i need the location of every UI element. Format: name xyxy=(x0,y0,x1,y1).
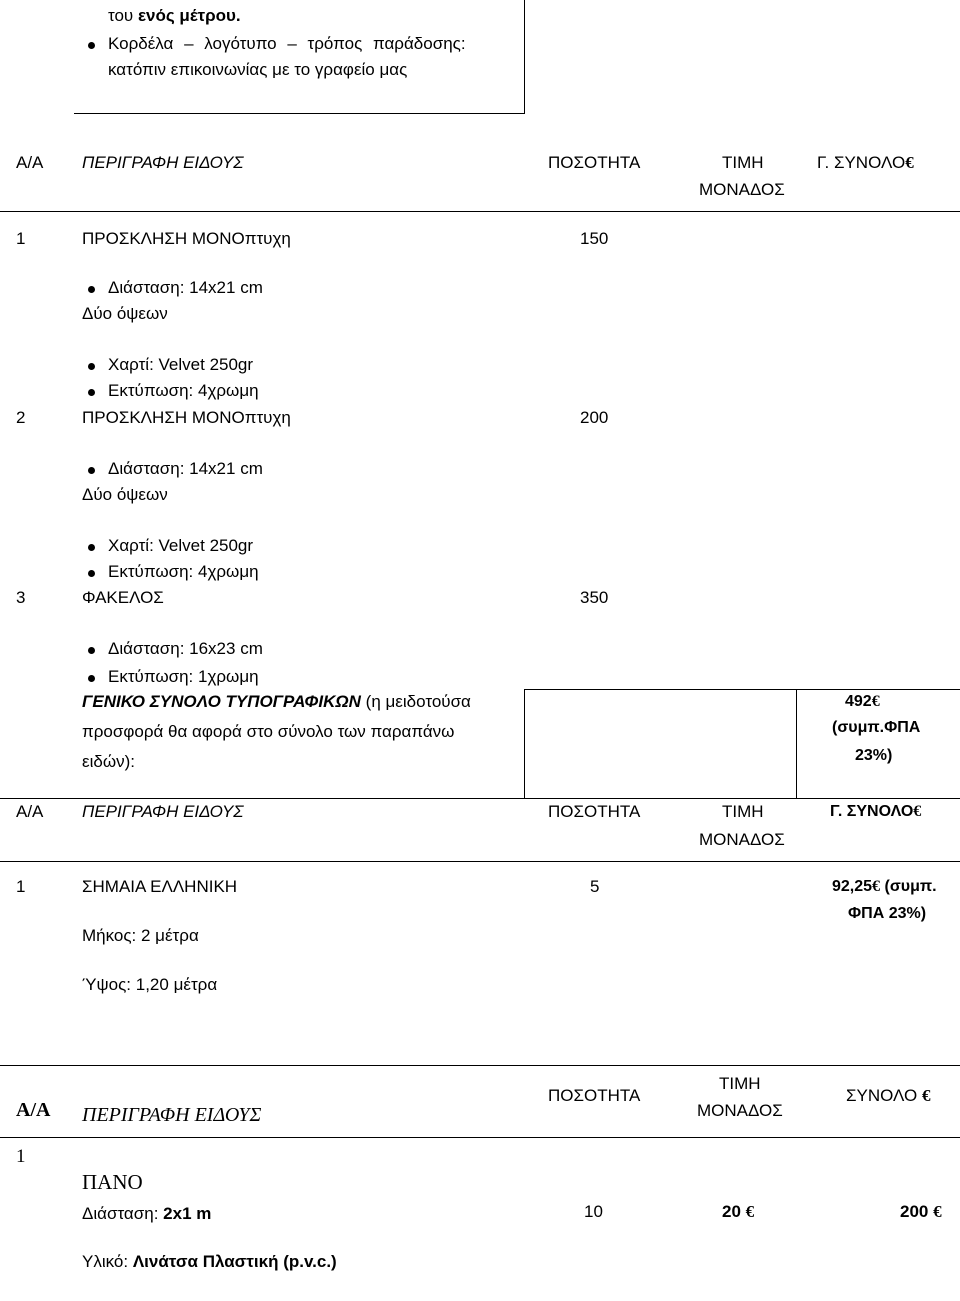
euro-icon: € xyxy=(745,1202,755,1221)
item-quantity: 10 xyxy=(584,1202,603,1221)
col-header-unit-price: ΤΙΜΗ xyxy=(722,802,764,821)
col-header-description: ΠΕΡΙΓΡΑΦΗ ΕΙΔΟΥΣ xyxy=(82,153,244,172)
col-header-unit-price: ΤΙΜΗ xyxy=(722,153,764,172)
col-header-unit-price: ΤΙΜΗ xyxy=(719,1074,761,1093)
item-total-vat: ΦΠΑ 23%) xyxy=(848,905,927,922)
row-number: 1 xyxy=(16,1146,26,1167)
euro-icon: € xyxy=(922,1086,931,1105)
col-header-total: Γ. ΣΥΝΟΛΟ€ xyxy=(817,153,914,172)
item-spec: Δύο όψεων xyxy=(82,304,168,323)
col-header-total: Γ. ΣΥΝΟΛΟ€ xyxy=(830,803,922,820)
euro-icon: € xyxy=(905,153,914,172)
row-number: 1 xyxy=(16,229,26,248)
item-quantity: 150 xyxy=(580,229,609,248)
item-spec: Εκτύπωση: 4χρωμη xyxy=(108,381,259,400)
bullet-icon xyxy=(88,647,95,654)
row-number: 1 xyxy=(16,877,26,896)
euro-icon: € xyxy=(872,878,881,895)
item-quantity: 5 xyxy=(590,877,600,896)
euro-icon: € xyxy=(933,1202,942,1221)
item-total: 200 € xyxy=(900,1202,942,1221)
item-spec: Εκτύπωση: 1χρωμη xyxy=(108,667,259,686)
item-title: ΠΡΟΣΚΛΗΣΗ ΜΟΝΟπτυχη xyxy=(82,229,291,248)
item-spec: Ύψος: 1,20 μέτρα xyxy=(82,975,218,994)
item-total: 92,25€ (συμπ. xyxy=(832,878,937,895)
item-quantity: 200 xyxy=(580,408,609,427)
col-header-quantity: ΠΟΣΟΤΗΤΑ xyxy=(548,1086,641,1105)
col-header-unit-price-2: ΜΟΝΑΔΟΣ xyxy=(699,180,785,199)
col-header-quantity: ΠΟΣΟΤΗΤΑ xyxy=(548,153,641,172)
ribbon-note-2: κατόπιν επικοινωνίας με το γραφείο μας xyxy=(108,60,408,79)
col-header-description: ΠΕΡΙΓΡΑΦΗ ΕΙΔΟΥΣ xyxy=(82,802,244,821)
bullet-icon xyxy=(88,467,95,474)
grand-total-label: ΓΕΝΙΚΟ ΣΥΝΟΛΟ ΤΥΠΟΓΡΑΦΙΚΩΝ (η μειδοτούσα xyxy=(82,692,471,711)
row-number: 3 xyxy=(16,588,26,607)
grand-total-vat-2: 23%) xyxy=(855,747,893,764)
col-header-quantity: ΠΟΣΟΤΗΤΑ xyxy=(548,802,641,821)
item-unit-price: 20 € xyxy=(722,1202,755,1221)
grand-total-note: προσφορά θα αφορά στο σύνολο των παραπάνω xyxy=(82,722,455,741)
euro-icon: € xyxy=(913,803,922,820)
bullet-icon xyxy=(88,389,95,396)
bullet-icon xyxy=(88,675,95,682)
bullet-icon xyxy=(88,544,95,551)
col-header-description: ΠΕΡΙΓΡΑΦΗ ΕΙΔΟΥΣ xyxy=(82,1104,262,1126)
item-spec: Διάσταση: 14x21 cm xyxy=(108,278,263,297)
item-spec: Χαρτί: Velvet 250gr xyxy=(108,355,254,374)
bullet-icon xyxy=(88,286,95,293)
item-spec: Εκτύπωση: 4χρωμη xyxy=(108,562,259,581)
bullet-icon xyxy=(88,570,95,577)
bullet-icon xyxy=(88,363,95,370)
col-header-aa: Α/Α xyxy=(16,153,44,172)
euro-icon: € xyxy=(871,693,880,710)
top-line1: του xyxy=(108,6,138,25)
bullet-icon xyxy=(88,42,95,49)
item-title: ΠΑΝΟ xyxy=(82,1170,143,1194)
col-header-unit-price-2: ΜΟΝΑΔΟΣ xyxy=(699,830,785,849)
item-title: ΦΑΚΕΛΟΣ xyxy=(82,588,164,607)
item-spec: Χαρτί: Velvet 250gr xyxy=(108,536,254,555)
item-material: Υλικό: Λινάτσα Πλαστική (p.v.c.) xyxy=(82,1252,337,1271)
item-spec: Μήκος: 2 μέτρα xyxy=(82,926,199,945)
ribbon-note: Κορδέλα – λογότυπο – τρόπος παράδοσης: xyxy=(108,34,466,53)
grand-total-vat: (συμπ.ΦΠΑ xyxy=(832,719,921,736)
item-title: ΣΗΜΑΙΑ ΕΛΛΗΝΙΚΗ xyxy=(82,877,238,896)
col-header-total: ΣΥΝΟΛΟ € xyxy=(846,1086,931,1105)
grand-total-value: 492€ xyxy=(845,693,880,710)
top-line1-bold: ενός μέτρου. xyxy=(137,6,241,25)
item-spec: Διάσταση: 16x23 cm xyxy=(108,639,263,658)
col-header-aa: Α/Α xyxy=(16,802,44,821)
item-spec: Δύο όψεων xyxy=(82,485,168,504)
item-title: ΠΡΟΣΚΛΗΣΗ ΜΟΝΟπτυχη xyxy=(82,408,291,427)
grand-total-note-2: ειδών): xyxy=(82,752,135,771)
item-quantity: 350 xyxy=(580,588,609,607)
item-dimension: Διάσταση: 2x1 m xyxy=(82,1204,212,1223)
item-spec: Διάσταση: 14x21 cm xyxy=(108,459,263,478)
col-header-aa: Α/Α xyxy=(16,1099,51,1121)
row-number: 2 xyxy=(16,408,26,427)
col-header-unit-price-2: ΜΟΝΑΔΟΣ xyxy=(697,1101,783,1120)
